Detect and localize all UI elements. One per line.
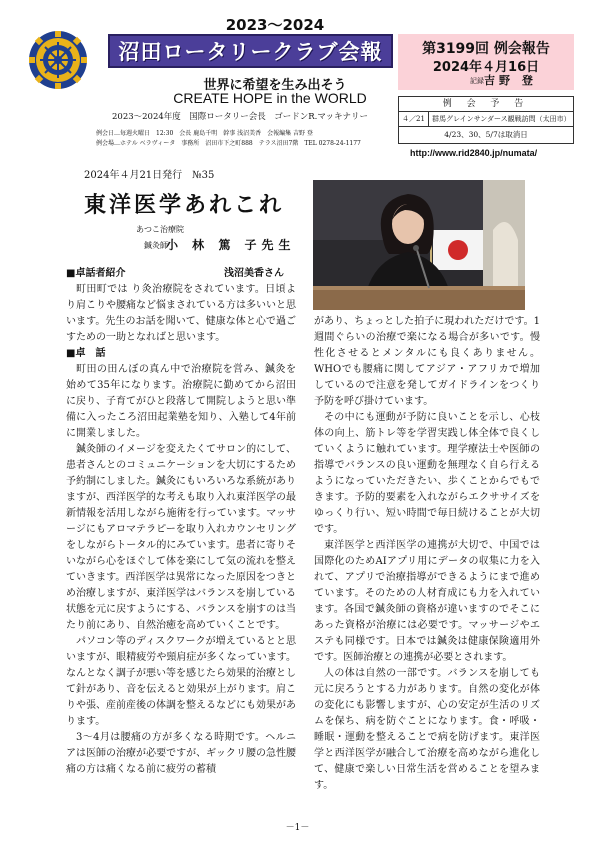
report-title: 第3199回 例会報告 [422, 41, 550, 57]
author-title: 鍼灸師 [144, 241, 168, 250]
club-name-banner: 沼田ロータリークラブ会報 [108, 34, 393, 68]
article-left-column [66, 266, 296, 778]
meeting-schedule [398, 96, 574, 144]
intro-heading: ■卓話者紹介 [66, 268, 126, 279]
report-date: 2024年４月16日 [432, 60, 540, 75]
paragraph: パソコン等のディスクワークが増えているとと思いますが、眼精疲労や頸肩症が多くなっています。なんとなく調子が悪い等を感じたら効果的治療として針があり、音を伝えると効果が上がります。肩こりや張、産前産後の体調を整えるなどにも効果があります。 [66, 636, 296, 727]
venue-info-line: 例会場…ホテル ベラヴィータ 事務所 沼田市下之町888 テラス沼田7階 TEL 0278-24-1177 [96, 140, 361, 147]
schedule-event: 群馬グレインサンダース観戦訪問（太田市） [432, 115, 571, 123]
paragraph: 東洋医学と西洋医学の連携が大切で、中国では国際化のためAIアプリ用にデータの収集に力を入れて、アプリで治療指導ができるようにまで進めています。そのための人材育成にも力を入れています。各国で鍼灸師の資格が違いますのでそこにあった資格が治療には必要です。マッサージやエステも同様です。日本では鍼灸は健康保険適用外です。医師治療との連携が必要とされます。 [314, 540, 540, 663]
speaker-photo [313, 180, 525, 310]
slogan-english: CREATE HOPE in the WORLD [173, 90, 367, 106]
year-label: 2023～2024 [225, 16, 325, 34]
schedule-row [399, 112, 573, 127]
recorder-label: 記録 [470, 77, 484, 85]
website-url[interactable]: http://www.rid2840.jp/numata/ [410, 148, 538, 158]
paragraph: その中にも運動が予防に良いことを示し、心枝体の向上、筋トレ等を学習実践し体全体で良くしていくように触れています。理学療法士や医師の指導でバランスの良い運動を無理なく自ら行えるようになっていただきたい、歩くことからでもできます。予防的要素を入れながらエクササイズをゆっくり行い、短い時間で毎日続けることが大切です。 [314, 412, 540, 535]
term-line: 2023～2024年度 国際ロータリー会長 ゴードンR.マッキナリー [112, 112, 369, 122]
article-title: 東洋医学あれこれ [84, 192, 285, 218]
recorder-name: 吉野 登 [484, 74, 537, 87]
meeting-info-line: 例会日…毎週火曜日 12:30 会長 鹿島千明 幹事 浅沼美香 会報編集 吉野 登 [96, 130, 313, 137]
article-right-column [314, 314, 540, 794]
talk-heading: ■卓 話 [66, 348, 106, 359]
schedule-title: 例 会 予 告 [399, 97, 573, 112]
page-number: －1－ [285, 823, 310, 833]
paragraph: 鍼灸師のイメージを変えたくてサロン的にして、患者さんとのコミュニケーションを大切にするため予約制にしました。鍼灸にもいろいろな系統がありますが、西洋医学的な考えも取り入れ東洋医学の最新情報を活用しながら施術を行っています。マッサージにもアロマテラピーを取り入れカウンセリングをしながらトータル的にみています。患者に寄りそいながら心をほぐして体を楽にして気の流れを整えていきます。西洋医学は異常になった原因をつきとめ治療しますが、東洋医学はバランスを崩している状態を元に戻すようにする、バランスを崩すのは当たり前にあり、自然治癒を高めていくことです。 [66, 444, 296, 631]
intro-presenter: 浅沼美香さん [224, 268, 284, 279]
report-box [398, 34, 574, 90]
paragraph: があり、ちょっとした拍子に現われただけです。1週間ぐらいの治療で楽になる場合が多いです。慢性化させるとメンタルにも良くありません。WHOでも腰痛に関してアジア・アフリカで増加しているので注意を発してガイドラインをつくり予防を呼び掛けています。 [314, 316, 540, 407]
schedule-date: ４／21 [399, 112, 429, 126]
intro-heading-row [66, 266, 296, 282]
paragraph: 人の体は自然の一部です。バランスを崩しても元に戻ろうとする力があります。自然の変化が体の変化にも影響しますが、心の安定が生活のリズムを保ち、病を防ぐことになります。食・呼吸・睡眠・運動を整えることで病を防げます。東洋医学と西洋医学が融合して治療を高めながら進化して、健康で楽しい日常生活を営めることを望みます。 [314, 668, 540, 791]
author-name: 小 林 篤 子先生 [166, 238, 296, 252]
paragraph: 3～4月は腰痛の方が多くなる時期です。ヘルニアは医師の治療が必要ですが、ギックリ腰の急性腰痛の方は痛くなる前に疲労の蓄積 [66, 732, 296, 775]
schedule-note: 4/23、30、5/7は取消日 [444, 130, 528, 139]
author-affiliation: あつこ治療院 [136, 225, 184, 234]
intro-paragraph: 町田町では り灸治療院をされています。日頃より肩こりや腰痛など悩まされている方は多いいと思います。先生のお話を聞いて、健康な体と心で過ごすための一助となればと思います。 [66, 284, 296, 343]
paragraph: 町田の田んぼの真ん中で治療院を営み、鍼灸を始めて35年になります。治療院に勤めてから沼田に戻り、子育てがひと段落して開院しようと思い準備に入ったころ沼田起業塾を知り、入塾して4年前に開業しました。 [66, 364, 296, 439]
issue-line: 2024年４月21日発行 №35 [84, 170, 215, 181]
slogan-japanese: 世界に希望を生み出そう [203, 78, 347, 93]
rotary-logo [28, 30, 88, 90]
